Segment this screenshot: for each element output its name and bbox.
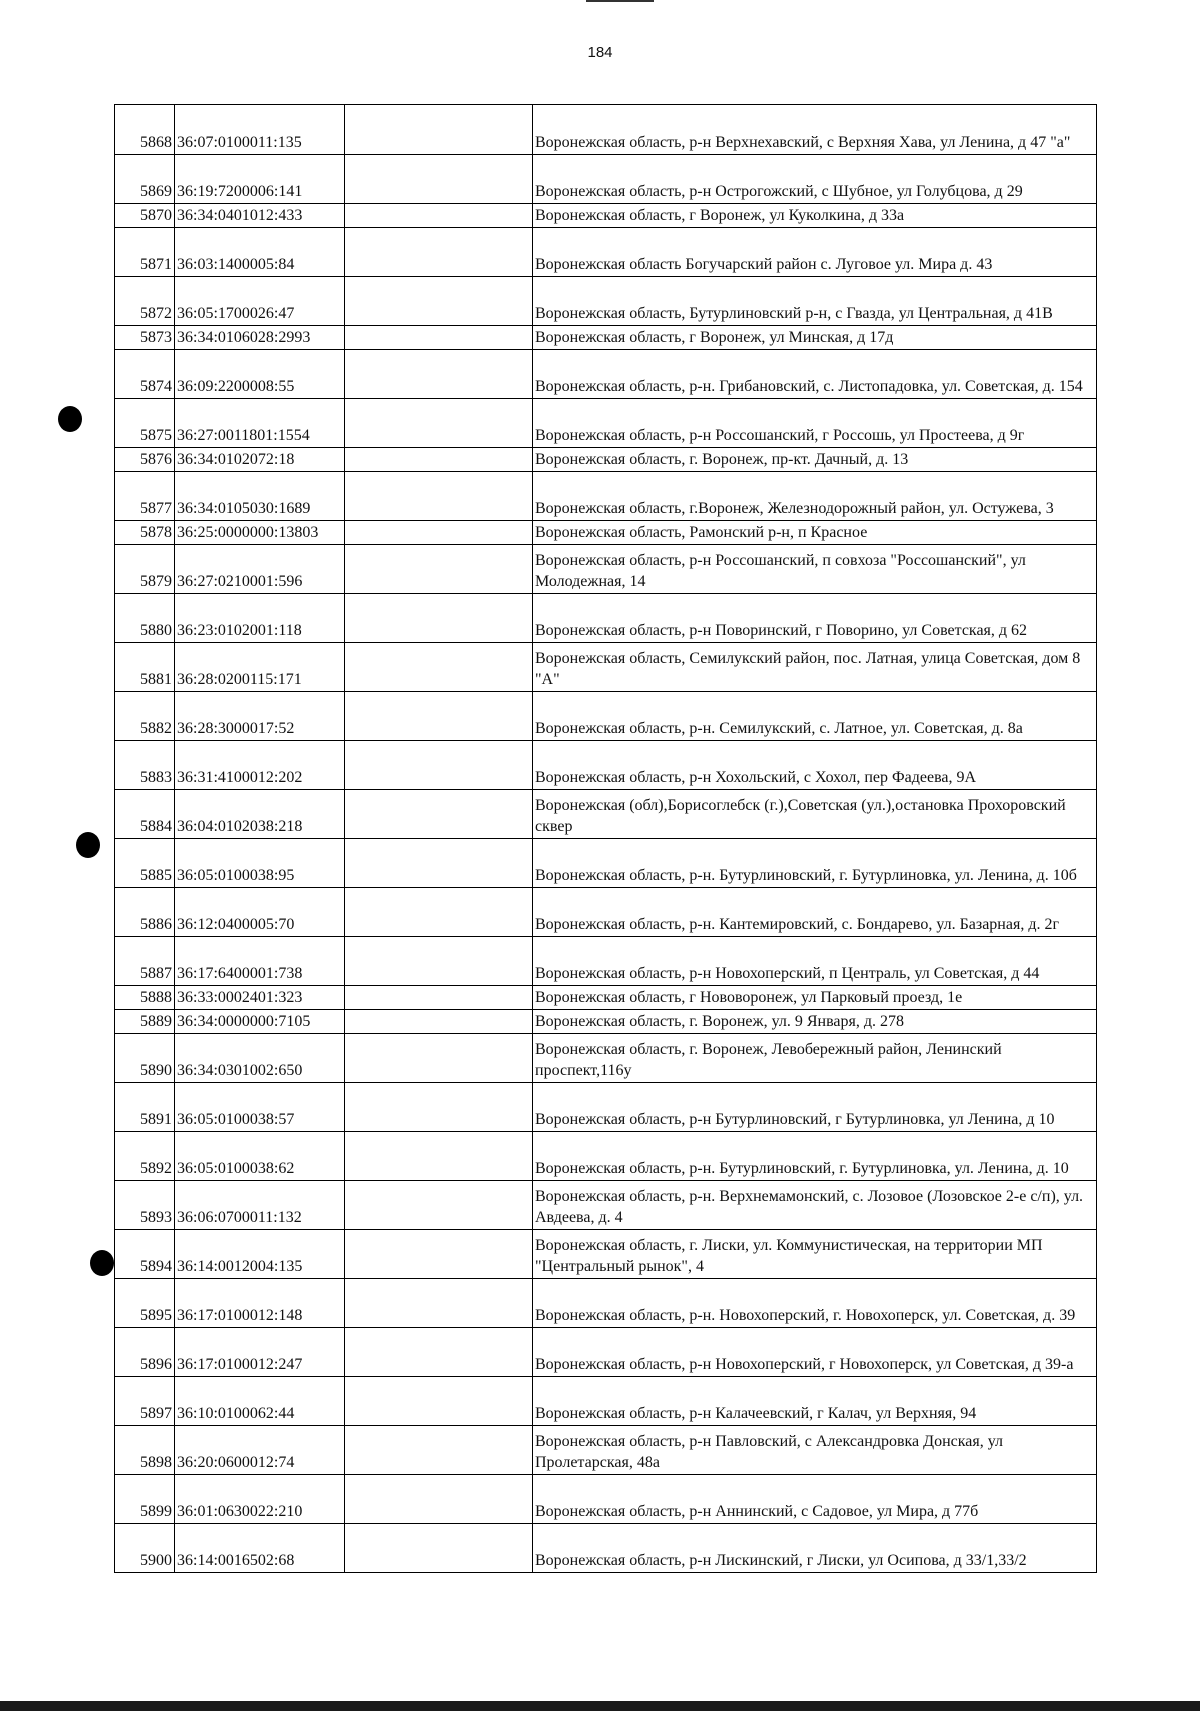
empty-cell bbox=[345, 1279, 533, 1328]
empty-cell bbox=[345, 472, 533, 521]
row-number: 5874 bbox=[115, 350, 175, 399]
cadastral-number: 36:14:0012004:135 bbox=[175, 1230, 345, 1279]
address-cell: Воронежская область, р-н Лискинский, г Лиски, ул Осипова, д 33/1,33/2 bbox=[533, 1524, 1097, 1573]
row-number: 5889 bbox=[115, 1010, 175, 1034]
cadastral-number: 36:05:0100038:95 bbox=[175, 839, 345, 888]
row-number: 5882 bbox=[115, 692, 175, 741]
empty-cell bbox=[345, 1083, 533, 1132]
empty-cell bbox=[345, 937, 533, 986]
address-cell: Воронежская область, р-н Верхнехавский, с Верхняя Хава, ул Ленина, д 47 "а" bbox=[533, 105, 1097, 155]
table-row bbox=[115, 228, 1097, 277]
row-number: 5899 bbox=[115, 1475, 175, 1524]
cadastral-number: 36:04:0102038:218 bbox=[175, 790, 345, 839]
row-number: 5892 bbox=[115, 1132, 175, 1181]
row-number: 5897 bbox=[115, 1377, 175, 1426]
cadastral-number: 36:34:0105030:1689 bbox=[175, 472, 345, 521]
table-row bbox=[115, 521, 1097, 545]
table-row bbox=[115, 1230, 1097, 1279]
cadastral-number: 36:25:0000000:13803 bbox=[175, 521, 345, 545]
cadastral-number: 36:34:0102072:18 bbox=[175, 448, 345, 472]
cadastral-number: 36:03:1400005:84 bbox=[175, 228, 345, 277]
address-cell: Воронежская область, р-н Новохоперский, г Новохоперск, ул Советская, д 39-а bbox=[533, 1328, 1097, 1377]
address-cell: Воронежская область, р-н. Новохоперский, г. Новохоперск, ул. Советская, д. 39 bbox=[533, 1279, 1097, 1328]
table-row bbox=[115, 1083, 1097, 1132]
cadastral-number: 36:34:0301002:650 bbox=[175, 1034, 345, 1083]
empty-cell bbox=[345, 790, 533, 839]
row-number: 5884 bbox=[115, 790, 175, 839]
table-row bbox=[115, 1328, 1097, 1377]
row-number: 5888 bbox=[115, 986, 175, 1010]
address-cell: Воронежская область, Рамонский р-н, п Красное bbox=[533, 521, 1097, 545]
address-cell: Воронежская область, р-н Новохоперский, п Централь, ул Советская, д 44 bbox=[533, 937, 1097, 986]
cadastral-number: 36:17:0100012:247 bbox=[175, 1328, 345, 1377]
table-row bbox=[115, 155, 1097, 204]
empty-cell bbox=[345, 448, 533, 472]
table-row bbox=[115, 350, 1097, 399]
cadastral-number: 36:19:7200006:141 bbox=[175, 155, 345, 204]
empty-cell bbox=[345, 277, 533, 326]
cadastral-number: 36:05:0100038:57 bbox=[175, 1083, 345, 1132]
address-cell: Воронежская область, г. Воронеж, Левобережный район, Ленинский проспект,116у bbox=[533, 1034, 1097, 1083]
table-row bbox=[115, 399, 1097, 448]
cadastral-number: 36:33:0002401:323 bbox=[175, 986, 345, 1010]
row-number: 5887 bbox=[115, 937, 175, 986]
cadastral-number: 36:34:0401012:433 bbox=[175, 204, 345, 228]
empty-cell bbox=[345, 839, 533, 888]
empty-cell bbox=[345, 1377, 533, 1426]
row-number: 5873 bbox=[115, 326, 175, 350]
row-number: 5870 bbox=[115, 204, 175, 228]
table-row bbox=[115, 448, 1097, 472]
row-number: 5886 bbox=[115, 888, 175, 937]
cadastral-number: 36:05:1700026:47 bbox=[175, 277, 345, 326]
cadastral-number: 36:28:3000017:52 bbox=[175, 692, 345, 741]
address-cell: Воронежская область, Бутурлиновский р-н, с Гвазда, ул Центральная, д 41В bbox=[533, 277, 1097, 326]
address-cell: Воронежская область, р-н Аннинский, с Садовое, ул Мира, д 77б bbox=[533, 1475, 1097, 1524]
empty-cell bbox=[345, 888, 533, 937]
cadastral-number: 36:14:0016502:68 bbox=[175, 1524, 345, 1573]
empty-cell bbox=[345, 1524, 533, 1573]
table-row bbox=[115, 105, 1097, 155]
row-number: 5872 bbox=[115, 277, 175, 326]
scan-bottom-edge bbox=[0, 1701, 1200, 1711]
row-number: 5876 bbox=[115, 448, 175, 472]
table-row bbox=[115, 1426, 1097, 1475]
empty-cell bbox=[345, 643, 533, 692]
address-cell: Воронежская область, р-н Поворинский, г Поворино, ул Советская, д 62 bbox=[533, 594, 1097, 643]
address-cell: Воронежская область, р-н Россошанский, г Россошь, ул Простеева, д 9г bbox=[533, 399, 1097, 448]
registry-table bbox=[114, 104, 1097, 1573]
table-row bbox=[115, 1475, 1097, 1524]
table-row bbox=[115, 839, 1097, 888]
empty-cell bbox=[345, 1132, 533, 1181]
table-row bbox=[115, 937, 1097, 986]
empty-cell bbox=[345, 204, 533, 228]
table-row bbox=[115, 741, 1097, 790]
cadastral-number: 36:06:0700011:132 bbox=[175, 1181, 345, 1230]
address-cell: Воронежская область, р-н. Бутурлиновский, г. Бутурлиновка, ул. Ленина, д. 10 bbox=[533, 1132, 1097, 1181]
cadastral-number: 36:23:0102001:118 bbox=[175, 594, 345, 643]
row-number: 5881 bbox=[115, 643, 175, 692]
row-number: 5879 bbox=[115, 545, 175, 594]
address-cell: Воронежская область, р-н Острогожский, с Шубное, ул Голубцова, д 29 bbox=[533, 155, 1097, 204]
table-row bbox=[115, 472, 1097, 521]
cadastral-number: 36:27:0210001:596 bbox=[175, 545, 345, 594]
table-row bbox=[115, 594, 1097, 643]
table-row bbox=[115, 326, 1097, 350]
address-cell: Воронежская область, р-н Россошанский, п совхоза "Россошанский", ул Молодежная, 14 bbox=[533, 545, 1097, 594]
empty-cell bbox=[345, 1010, 533, 1034]
address-cell: Воронежская (обл),Борисоглебск (г.),Советская (ул.),остановка Прохоровский сквер bbox=[533, 790, 1097, 839]
address-cell: Воронежская область, р-н. Семилукский, с. Латное, ул. Советская, д. 8а bbox=[533, 692, 1097, 741]
scan-top-mark bbox=[586, 0, 654, 2]
cadastral-number: 36:12:0400005:70 bbox=[175, 888, 345, 937]
address-cell: Воронежская область Богучарский район с. Луговое ул. Мира д. 43 bbox=[533, 228, 1097, 277]
cadastral-number: 36:10:0100062:44 bbox=[175, 1377, 345, 1426]
empty-cell bbox=[345, 399, 533, 448]
punch-hole-mark bbox=[76, 832, 100, 858]
row-number: 5883 bbox=[115, 741, 175, 790]
row-number: 5880 bbox=[115, 594, 175, 643]
table-row bbox=[115, 1377, 1097, 1426]
address-cell: Воронежская область, г. Лиски, ул. Коммунистическая, на территории МП "Центральный рынок", 4 bbox=[533, 1230, 1097, 1279]
empty-cell bbox=[345, 1230, 533, 1279]
row-number: 5891 bbox=[115, 1083, 175, 1132]
cadastral-number: 36:07:0100011:135 bbox=[175, 105, 345, 155]
address-cell: Воронежская область, р-н Павловский, с Александровка Донская, ул Пролетарская, 48а bbox=[533, 1426, 1097, 1475]
empty-cell bbox=[345, 594, 533, 643]
table-row bbox=[115, 545, 1097, 594]
address-cell: Воронежская область, р-н. Верхнемамонский, с. Лозовое (Лозовское 2-е с/п), ул. Авдеева, д. 4 bbox=[533, 1181, 1097, 1230]
empty-cell bbox=[345, 228, 533, 277]
table-row bbox=[115, 1034, 1097, 1083]
cadastral-number: 36:34:0106028:2993 bbox=[175, 326, 345, 350]
row-number: 5898 bbox=[115, 1426, 175, 1475]
row-number: 5877 bbox=[115, 472, 175, 521]
cadastral-number: 36:01:0630022:210 bbox=[175, 1475, 345, 1524]
cadastral-number: 36:09:2200008:55 bbox=[175, 350, 345, 399]
punch-hole-mark bbox=[58, 406, 82, 432]
empty-cell bbox=[345, 741, 533, 790]
punch-hole-mark bbox=[90, 1250, 114, 1276]
empty-cell bbox=[345, 155, 533, 204]
row-number: 5893 bbox=[115, 1181, 175, 1230]
empty-cell bbox=[345, 692, 533, 741]
row-number: 5894 bbox=[115, 1230, 175, 1279]
table-row bbox=[115, 1181, 1097, 1230]
table-row bbox=[115, 1524, 1097, 1573]
cadastral-number: 36:17:6400001:738 bbox=[175, 937, 345, 986]
address-cell: Воронежская область, г. Воронеж, ул. 9 Января, д. 278 bbox=[533, 1010, 1097, 1034]
address-cell: Воронежская область, г. Воронеж, пр-кт. Дачный, д. 13 bbox=[533, 448, 1097, 472]
address-cell: Воронежская область, р-н Бутурлиновский, г Бутурлиновка, ул Ленина, д 10 bbox=[533, 1083, 1097, 1132]
address-cell: Воронежская область, р-н. Грибановский, с. Листопадовка, ул. Советская, д. 154 bbox=[533, 350, 1097, 399]
cadastral-number: 36:28:0200115:171 bbox=[175, 643, 345, 692]
row-number: 5875 bbox=[115, 399, 175, 448]
empty-cell bbox=[345, 1181, 533, 1230]
address-cell: Воронежская область, г Воронеж, ул Куколкина, д 33а bbox=[533, 204, 1097, 228]
row-number: 5868 bbox=[115, 105, 175, 155]
empty-cell bbox=[345, 350, 533, 399]
address-cell: Воронежская область, р-н. Кантемировский, с. Бондарево, ул. Базарная, д. 2г bbox=[533, 888, 1097, 937]
table-row bbox=[115, 888, 1097, 937]
row-number: 5896 bbox=[115, 1328, 175, 1377]
cadastral-number: 36:34:0000000:7105 bbox=[175, 1010, 345, 1034]
empty-cell bbox=[345, 1328, 533, 1377]
address-cell: Воронежская область, Семилукский район, пос. Латная, улица Советская, дом 8 "А" bbox=[533, 643, 1097, 692]
address-cell: Воронежская область, р-н. Бутурлиновский, г. Бутурлиновка, ул. Ленина, д. 10б bbox=[533, 839, 1097, 888]
empty-cell bbox=[345, 105, 533, 155]
table-row bbox=[115, 986, 1097, 1010]
row-number: 5878 bbox=[115, 521, 175, 545]
cadastral-number: 36:17:0100012:148 bbox=[175, 1279, 345, 1328]
row-number: 5885 bbox=[115, 839, 175, 888]
cadastral-number: 36:31:4100012:202 bbox=[175, 741, 345, 790]
empty-cell bbox=[345, 986, 533, 1010]
table-row bbox=[115, 790, 1097, 839]
row-number: 5869 bbox=[115, 155, 175, 204]
table-row bbox=[115, 1132, 1097, 1181]
cadastral-number: 36:05:0100038:62 bbox=[175, 1132, 345, 1181]
empty-cell bbox=[345, 326, 533, 350]
table-row bbox=[115, 643, 1097, 692]
row-number: 5890 bbox=[115, 1034, 175, 1083]
empty-cell bbox=[345, 521, 533, 545]
cadastral-number: 36:20:0600012:74 bbox=[175, 1426, 345, 1475]
empty-cell bbox=[345, 545, 533, 594]
address-cell: Воронежская область, г Нововоронеж, ул Парковый проезд, 1е bbox=[533, 986, 1097, 1010]
registry-table-body bbox=[115, 105, 1097, 1573]
table-row bbox=[115, 277, 1097, 326]
cadastral-number: 36:27:0011801:1554 bbox=[175, 399, 345, 448]
address-cell: Воронежская область, р-н Хохольский, с Хохол, пер Фадеева, 9А bbox=[533, 741, 1097, 790]
table-row bbox=[115, 692, 1097, 741]
row-number: 5871 bbox=[115, 228, 175, 277]
address-cell: Воронежская область, р-н Калачеевский, г Калач, ул Верхняя, 94 bbox=[533, 1377, 1097, 1426]
row-number: 5900 bbox=[115, 1524, 175, 1573]
table-row bbox=[115, 204, 1097, 228]
empty-cell bbox=[345, 1034, 533, 1083]
page-number: 184 bbox=[587, 44, 613, 61]
table-row bbox=[115, 1279, 1097, 1328]
empty-cell bbox=[345, 1475, 533, 1524]
table-row bbox=[115, 1010, 1097, 1034]
address-cell: Воронежская область, г Воронеж, ул Минская, д 17д bbox=[533, 326, 1097, 350]
address-cell: Воронежская область, г.Воронеж, Железнодорожный район, ул. Остужева, 3 bbox=[533, 472, 1097, 521]
row-number: 5895 bbox=[115, 1279, 175, 1328]
empty-cell bbox=[345, 1426, 533, 1475]
